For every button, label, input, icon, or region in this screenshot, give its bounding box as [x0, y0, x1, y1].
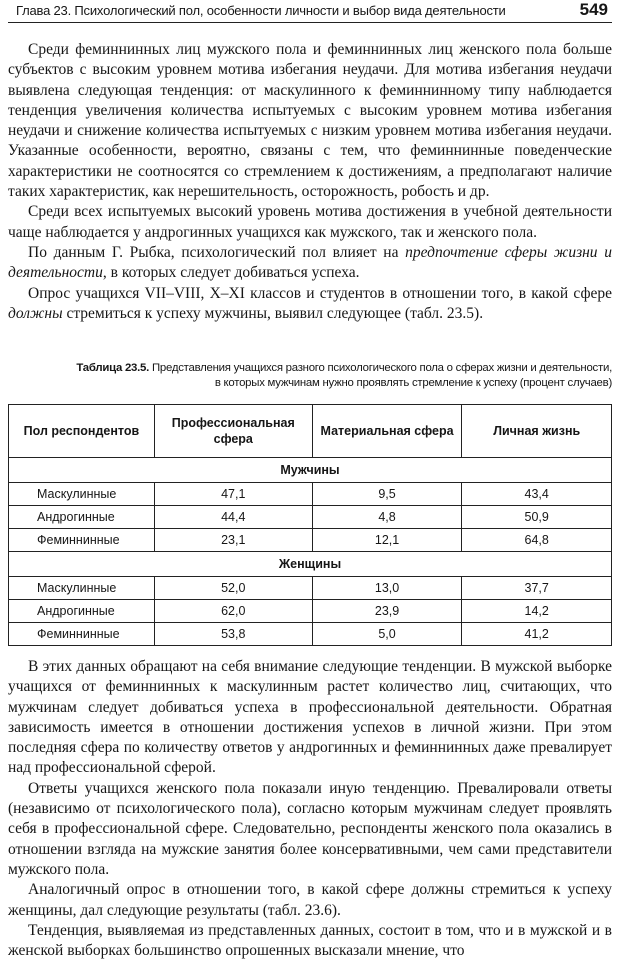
paragraph: Опрос учащихся VII–VIII, X–XI классов и студентов в отношении того, в какой сфере должны стремиться к успеху мужчины, выявил следующее (табл. 23.5). [8, 284, 612, 322]
row-label: Андрогинные [9, 506, 155, 529]
table-caption: Таблица 23.5. Представления учащихся разного психологического пола о сферах жизни и деятельности, в которых мужчинам нужно проявлять стремление к успеху (процент случаев) [76, 362, 612, 389]
column-header: Материальная сфера [312, 405, 462, 458]
group-title: Женщины [9, 552, 612, 577]
cell: 41,2 [462, 623, 612, 646]
cell: 23,1 [154, 529, 312, 552]
running-title: Глава 23. Психологический пол, особенности личности и выбор вида деятельности [16, 3, 506, 18]
cell: 4,8 [312, 506, 462, 529]
paragraph: В этих данных обращают на себя внимание следующие тенденции. В мужской выборке учащихся от феминнинных к маскулинным растет количество лиц, считающих, что мужчинам следует добиваться успеха в профессиональной деятельности. Обратная зависимость имеется в отношении достижения успехов в личной жизни. При этом последняя сфера по количеству ответов у андрогинных и феминнинных даже превалирует над профессиональной сферой. [8, 658, 612, 777]
row-label: Маскулинные [9, 577, 155, 600]
cell: 44,4 [154, 506, 312, 529]
body-text-top [8, 40, 612, 324]
table-header-row [9, 405, 612, 458]
emphasis: предпочтение сферы жизни и деятельности [8, 243, 612, 282]
column-header: Пол респондентов [9, 405, 155, 458]
group-title: Мужчины [9, 458, 612, 483]
group-row [9, 552, 612, 577]
cell: 13,0 [312, 577, 462, 600]
cell: 12,1 [312, 529, 462, 552]
cell: 37,7 [462, 577, 612, 600]
column-header: Личная жизнь [462, 405, 612, 458]
page-number: 549 [579, 0, 608, 19]
cell: 62,0 [154, 600, 312, 623]
row-label: Феминнинные [9, 623, 155, 646]
cell: 53,8 [154, 623, 312, 646]
row-label: Маскулинные [9, 483, 155, 506]
running-header [8, 0, 612, 23]
cell: 52,0 [154, 577, 312, 600]
paragraph: Аналогичный опрос в отношении того, в какой сфере должны стремиться к успеху женщины, дал следующие результаты (табл. 23.6). [8, 881, 612, 919]
cell: 5,0 [312, 623, 462, 646]
table-row [9, 506, 612, 529]
cell: 23,9 [312, 600, 462, 623]
data-table [8, 404, 612, 646]
table-label: Таблица 23.5. [76, 362, 150, 374]
cell: 43,4 [462, 483, 612, 506]
emphasis: должны [8, 304, 63, 322]
cell: 9,5 [312, 483, 462, 506]
table-row [9, 600, 612, 623]
paragraph: По данным Г. Рыбка, психологический пол влияет на предпочтение сферы жизни и деятельности, в которых следует добиваться успеха. [8, 243, 612, 282]
paragraph: Среди всех испытуемых высокий уровень мотива достижения в учебной деятельности чаще наблюдается у андрогинных учащихся как мужского, так и женского пола. [8, 203, 612, 241]
paragraph: Тенденция, выявляемая из представленных данных, состоит в том, что и в мужской и в женской выборках большинство опрошенных высказали мнение, что [8, 921, 612, 960]
cell: 14,2 [462, 600, 612, 623]
table-row [9, 529, 612, 552]
cell: 50,9 [462, 506, 612, 529]
table-row [9, 483, 612, 506]
cell: 47,1 [154, 483, 312, 506]
body-text-bottom [8, 657, 612, 961]
paragraph: Среди феминнинных лиц мужского пола и феминнинных лиц женского пола больше субъектов с высоким уровнем мотива избегания неудачи. Для мотива избегания неудачи выявлена следующая тенденция: от маскулинного к феминнинному типу наблюдается тенденция увеличения количества испытуемых с высоким уровнем мотива избегания неудачи и снижение количества испытуемых с низким уровнем мотива избегания неудачи. Указанные особенности, вероятно, связаны с тем, что феминнинные поведенческие характеристики не соотносятся со стремлением к достижениям, а предполагают наличие таких характеристик, как нерешительность, осторожность, робость и др. [8, 41, 612, 201]
group-row [9, 458, 612, 483]
paragraph: Ответы учащихся женского пола показали иную тенденцию. Превалировали ответы (независимо от психологического пола), согласно которым мужчинам следует проявлять себя в профессиональной сфере. Следовательно, респонденты женского пола оказались в отношении взгляда на мужские занятия более консервативными, чем сами представители мужского пола. [8, 779, 612, 878]
row-label: Феминнинные [9, 529, 155, 552]
table-row [9, 623, 612, 646]
column-header: Профессиональная сфера [154, 405, 312, 458]
row-label: Андрогинные [9, 600, 155, 623]
cell: 64,8 [462, 529, 612, 552]
table-row [9, 577, 612, 600]
